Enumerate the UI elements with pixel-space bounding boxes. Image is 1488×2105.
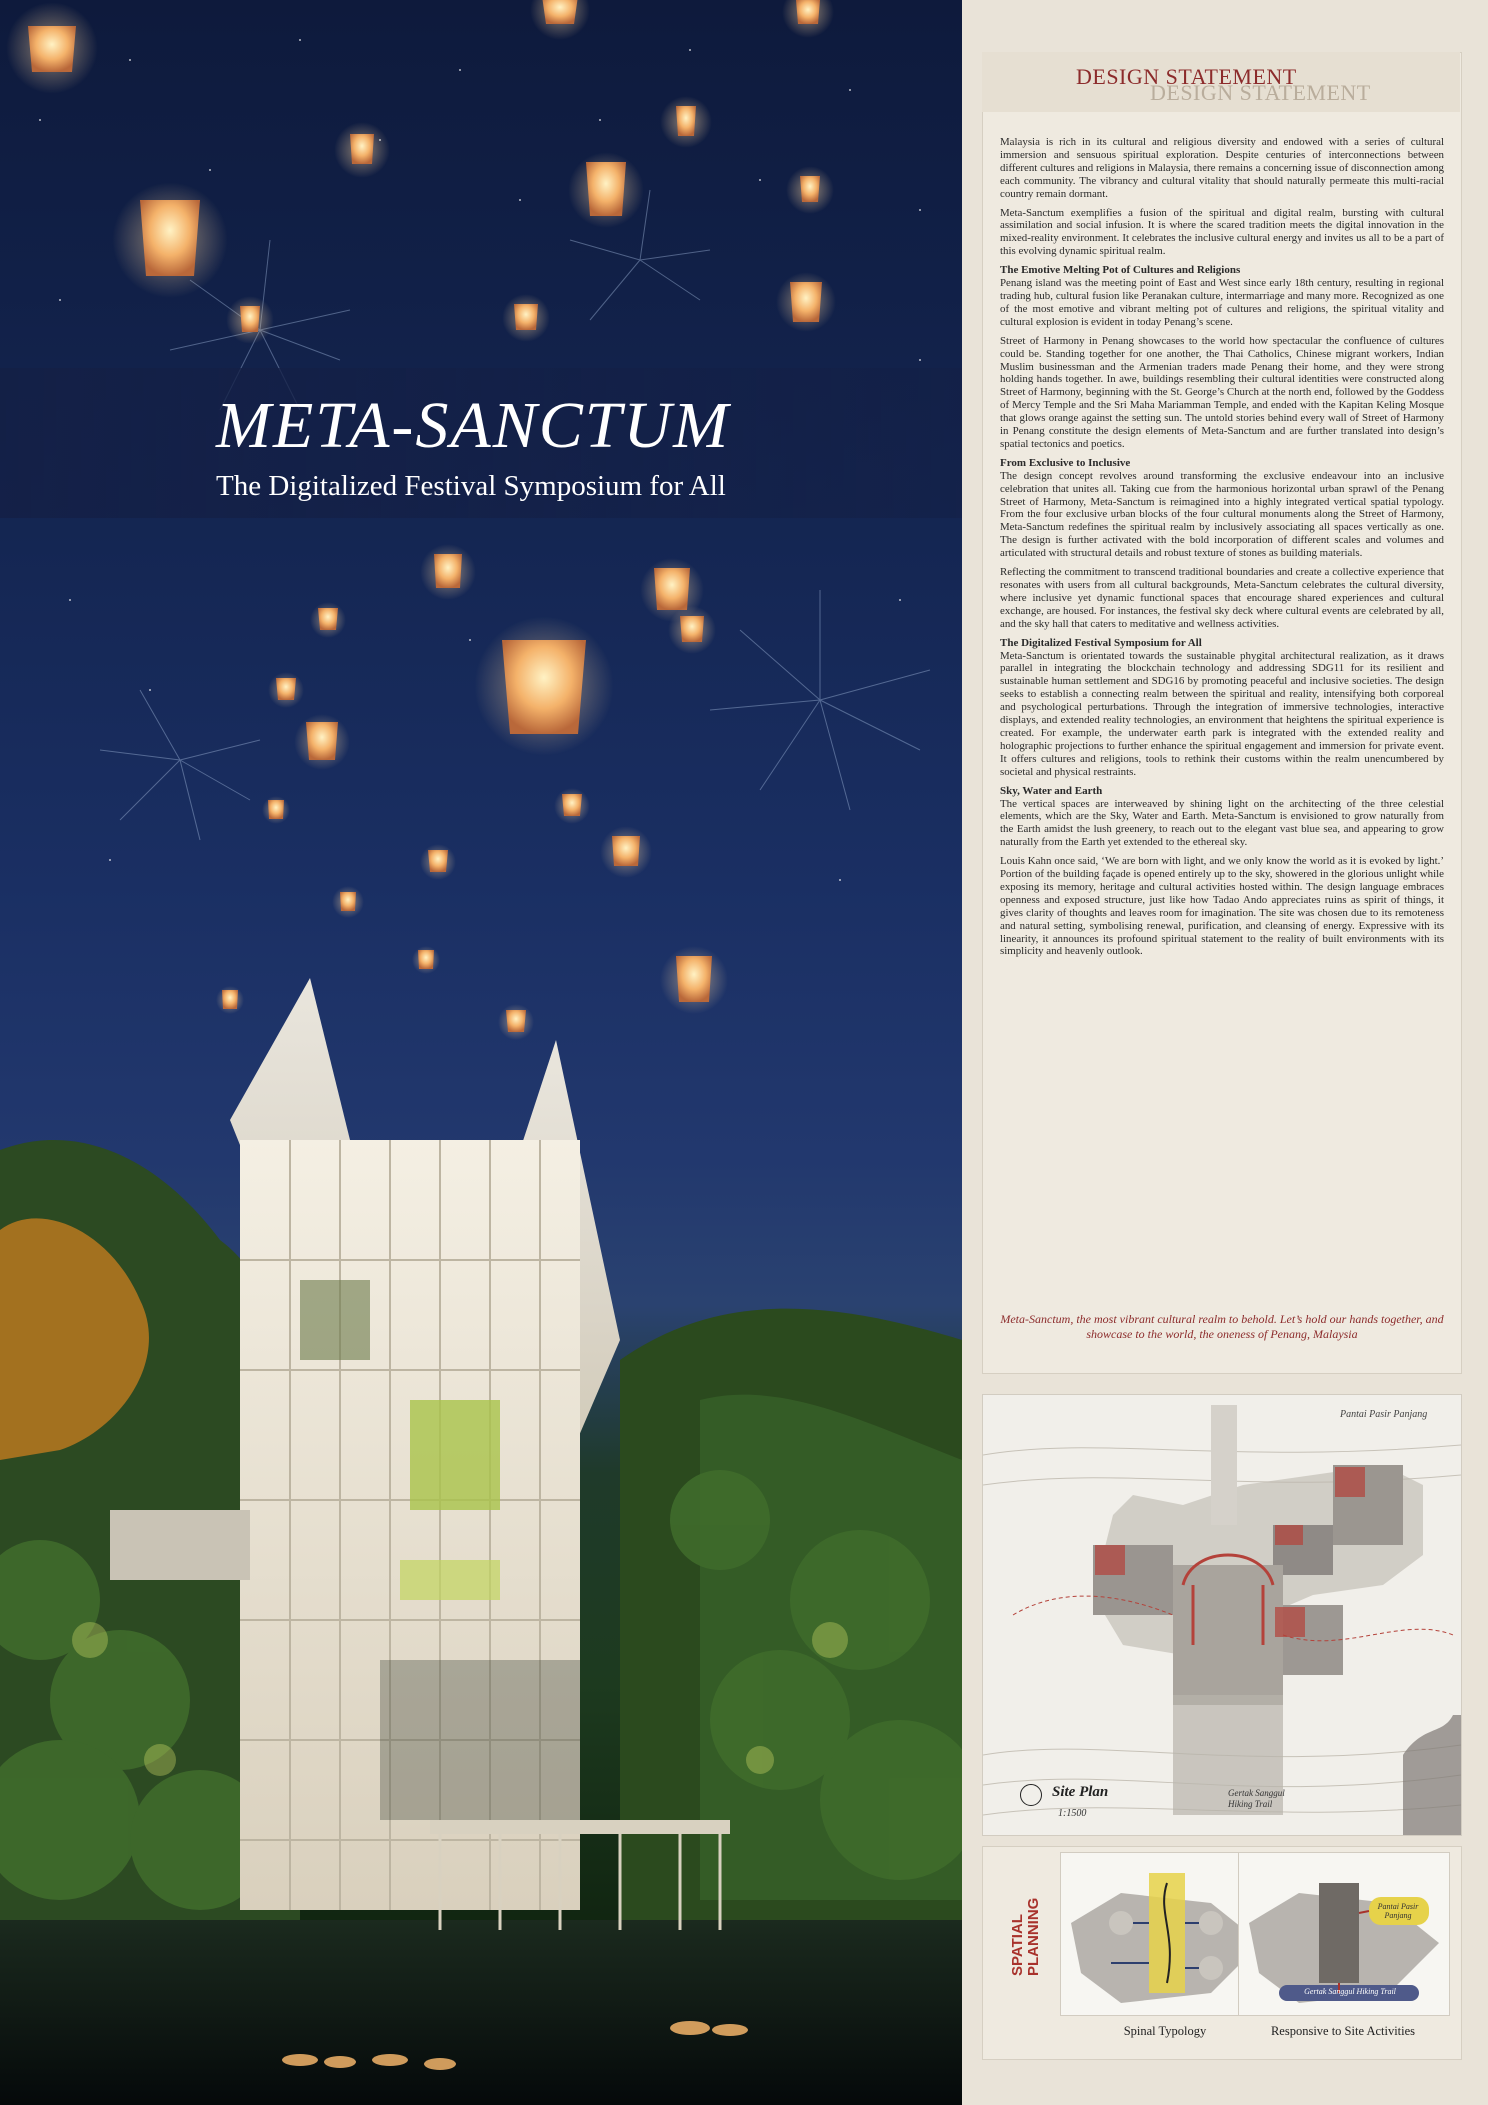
statement-paragraph: Malaysia is rich in its cultural and religious diversity and endowed with a series of cultural immersion and sensuous spiritual exploration. Despite centuries of interconnections between different cultures and religions in Malaysia, there remains a concerning issue of disconnection among each community. The vibrancy and cultural vitality that should naturally permeate this multi-racial country remain dormant. <box>1000 136 1444 200</box>
spatial-title-line: PLANNING <box>1025 1897 1042 1976</box>
statement-paragraph: Reflecting the commitment to transcend traditional boundaries and create a collective experience that resonates with users from all cultural backgrounds, Meta-Sanctum celebrates the cultural diversity, where inclusive yet dynamic functional spaces that encourage shared experiences and cultural exchange, are housed. For instances, the festival sky deck where cultural events are celebrated by all, and the sky hall that caters to meditative and wellness activities. <box>1000 566 1444 630</box>
design-statement-heading: DESIGN STATEMENT <box>1076 64 1297 89</box>
diagram-tag-line: Pantai Pasir <box>1377 1902 1419 1911</box>
spatial-planning-title <box>1008 1856 1042 1976</box>
section-title: Sky, Water and Earth <box>1000 784 1103 797</box>
statement-paragraph: The design concept revolves around transforming the exclusive endeavour into an inclusive celebration that unites all. Taking cue from the harmonious horizontal urban sprawl of the Penang Street of Harmony, Meta-Sanctum is reimagined into a highly integrated vertical spatial typology. From the four exclusive urban blocks of the four cultural monuments along the Street of Harmony, Meta-Sanctum redefines the spiritual realm by inclusively associating all spaces vertically as one. The design is further activated with the bold incorporation of different scales and volumes and articulated with structural details and robust texture of stones as building materials. <box>1000 469 1444 560</box>
section-title: The Digitalized Festival Symposium for All <box>1000 636 1202 649</box>
diagram-caption: Spinal Typology <box>1123 2024 1207 2038</box>
statement-paragraph: Louis Kahn once said, ‘We are born with light, and we only know the world as it is evoked by light.’ Portion of the building façade is opened entirely up to the sky, showered in the glorious unlight while exposing its memory, heritage and cultural activities hosted within. The design language embraces openness and exposed structure, just like how Tadao Ando appreciates ruins as spirit of things, it gives clarity of thoughts and leaves room for imagination. The site was chosen due to its remoteness and natural setting, symbolising renewal, purification, and cleansing of energy. Expressive with its linearity, it announces its profound spiritual statement to the reality of built environments with its simplicity and heavenly outlook. <box>1000 855 1444 958</box>
statement-paragraph: Street of Harmony in Penang showcases to the world how spectacular the confluence of cultures could be. Standing together for one another, the Thai Catholics, Chinese migrant workers, Indian Muslim businessman and the Armenian traders made Penang their home, and they were strong holding hands together. In awe, buildings resembling their cultural identities were constructed along Street of Harmony, beginning with the St. George’s Church at the north end, followed by the Goddess of Mercy Temple and the Sri Maha Mariamman Temple, and ended with the Kapitan Keling Mosque that glows orange against the setting sun. The untold stories behind every wall of Street of Harmony in Penang constitute the design elements of Meta-Sanctum and are further translated into design’s spatial tectonics and poetics. <box>1000 334 1444 450</box>
trail-label-line: Gertak Sanggul <box>1228 1788 1285 1798</box>
statement-paragraph: Meta-Sanctum exemplifies a fusion of the spiritual and digital realm, bursting with cultural assimilation and social infusion. It is where the scared tradition meets the digital innovation in the mixed-reality environment. It celebrates the inclusive cultural energy and invites us all to be a part of this evolving dynamic spiritual realm. <box>1000 206 1444 258</box>
design-statement-heading-shadow: DESIGN STATEMENT <box>1150 80 1371 105</box>
water <box>0 1920 962 2105</box>
site-plan-illustration <box>983 1395 1461 1835</box>
closing-quote: Meta-Sanctum, the most vibrant cultural realm to behold. Let’s hold our hands together, and showcase to the world, the oneness of Penang, Malaysia <box>1000 1312 1444 1341</box>
section-title: From Exclusive to Inclusive <box>1000 456 1131 469</box>
statement-paragraph: Meta-Sanctum is orientated towards the sustainable phygital architectural realization, as it draws parallel in integrating the blockchain technology and addressing SDG11 for its resilient and sustainable human settlement and SDG16 by promoting peaceful and inclusive societies. The design seeks to establish a connecting realm between the spiritual and reality, intensifying both corporeal and psychological perturbations. Through the integration of immersive technologies, interactive displays, and extended reality technologies, an environment that heightens the spiritual experience is created. For example, the underwater earth park is integrated with the extended reality and holographic projections to further enhance the spiritual engagement and immersion for private event. It offers cultures and religions, tools to rethink their customs within the realm unencumbered by societal and physical restraints. <box>1000 649 1444 778</box>
trail-label <box>1228 1788 1285 1810</box>
site-plan-scale: 1:1500 <box>1058 1808 1087 1819</box>
site-plan-drawing <box>982 1394 1462 1836</box>
diagram-tag-beach <box>1372 1902 1424 1920</box>
statement-paragraph: Penang island was the meeting point of East and West since early 18th century, resulting in regional trading hub, cultural fusion like Peranakan culture, intermarriage and many more. Recognized as one of the most emotive and vibrant melting pot of cultures and religions, the spiritual vitality and cultural explosion is evident in today Penang’s scene. <box>1000 277 1444 328</box>
statement-paragraph: The vertical spaces are interweaved by shining light on the architecting of the three celestial elements, which are the Sky, Water and Earth. Meta-Sanctum is envisioned to grow naturally from the Earth amidst the lush greenery, to reach out to the elegant vast blue sea, and appearing to grow naturally from the Earth yet extended to the ethereal sky. <box>1000 797 1444 849</box>
beach-label: Pantai Pasir Panjang <box>1340 1409 1428 1420</box>
site-plan-title: Site Plan <box>1052 1784 1109 1800</box>
section-title: The Emotive Melting Pot of Cultures and Religions <box>1000 264 1241 277</box>
hero-title: META-SANCTUM <box>216 389 731 462</box>
north-arrow-icon <box>1020 1784 1042 1806</box>
floating-lanterns <box>6 0 836 1040</box>
diagram-tag-line: Panjang <box>1384 1911 1412 1920</box>
trail-label-line: Hiking Trail <box>1228 1799 1273 1809</box>
spatial-title-line: SPATIAL <box>1009 1914 1026 1976</box>
diagram-caption: Responsive to Site Activities <box>1270 2024 1416 2038</box>
design-statement-body <box>1000 136 1444 964</box>
hero-subtitle: The Digitalized Festival Symposium for All <box>216 470 726 502</box>
diagram-tag-trail: Gertak Sanggul Hiking Trail <box>1304 1987 1396 1996</box>
